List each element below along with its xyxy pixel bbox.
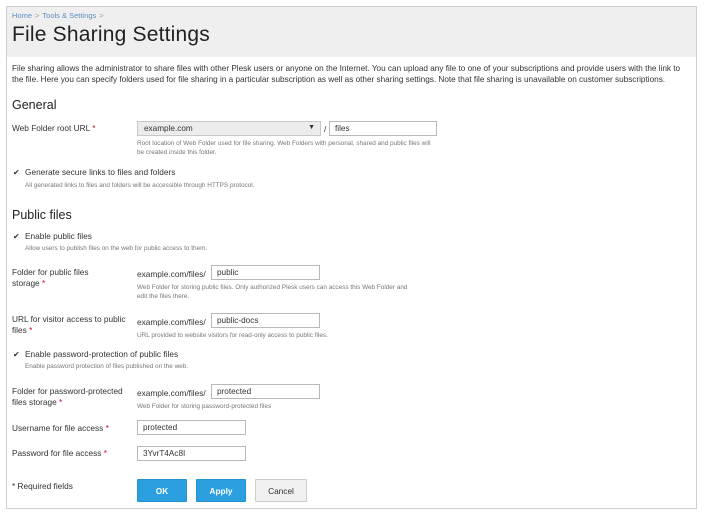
intro-text: File sharing allows the administrator to share files with other Plesk users or anyone on the Internet. You can upload any file to one of your subscriptions and provide users with the link to the file. Here you can specify folders used for file sharing in a particular subscription as well as other sharing settings. Note that file sharing is unavailable on customer subscriptions. (12, 64, 681, 84)
enable-public-files-checkbox[interactable]: ✔ (13, 232, 20, 241)
protected-storage-input[interactable]: protected (211, 384, 320, 399)
username-input[interactable]: protected (137, 420, 246, 435)
breadcrumb-home[interactable]: Home (12, 11, 33, 20)
section-heading-public-files: Public files (12, 208, 72, 222)
required-fields-note: * Required fields (12, 481, 73, 491)
protected-storage-hint: Web Folder for storing password-protected files (137, 403, 272, 410)
breadcrumb-separator-icon: > (35, 11, 40, 20)
visitor-url-hint: URL provided to website visitors for read-only access to public files. (137, 332, 328, 339)
visitor-url-input[interactable]: public-docs (211, 313, 320, 328)
secure-links-checkbox[interactable]: ✔ (13, 168, 20, 177)
password-protection-checkbox[interactable]: ✔ (13, 350, 20, 359)
public-storage-hint: Web Folder for storing public files. Only authorized Plesk users can access this Web Folder and edit the files there. (137, 284, 408, 300)
apply-button[interactable]: Apply (196, 479, 246, 502)
path-separator: / (324, 124, 327, 134)
visitor-url-prefix: example.com/files/ (137, 317, 206, 327)
enable-public-files-label: Enable public files (25, 231, 92, 241)
password-label: Password for file access * (12, 448, 108, 458)
domain-select[interactable] (137, 121, 321, 136)
protected-storage-prefix: example.com/files/ (137, 388, 206, 398)
secure-links-label: Generate secure links to files and folders (25, 167, 176, 177)
username-label: Username for file access * (12, 423, 109, 433)
cancel-button[interactable]: Cancel (255, 479, 307, 502)
page-title: File Sharing Settings (12, 23, 210, 46)
breadcrumb (12, 11, 107, 20)
password-protection-label: Enable password-protection of public files (25, 349, 179, 359)
ok-button[interactable]: OK (137, 479, 187, 502)
web-folder-input[interactable]: files (329, 121, 437, 136)
breadcrumb-tools-settings[interactable]: Tools & Settings (42, 11, 97, 20)
public-storage-prefix: example.com/files/ (137, 269, 206, 279)
section-heading-general: General (12, 98, 57, 112)
page-header (7, 7, 696, 57)
breadcrumb-separator-icon: > (99, 11, 104, 20)
domain-select-value: example.com (144, 124, 193, 133)
secure-links-hint: All generated links to files and folders will be accessible through HTTPS protocol. (25, 182, 255, 189)
protected-storage-label: Folder for password-protected files storage * (12, 386, 123, 407)
password-protection-hint: Enable password protection of files published on the web. (25, 363, 189, 370)
web-folder-root-label: Web Folder root URL * (12, 123, 96, 133)
password-input[interactable]: 3YvrT4Ac8I (137, 446, 246, 461)
visitor-url-label: URL for visitor access to public files * (12, 314, 126, 335)
public-storage-input[interactable]: public (211, 265, 320, 280)
chevron-down-icon: ▼ (308, 124, 315, 131)
public-storage-label: Folder for public files storage * (12, 267, 89, 288)
main-panel (6, 6, 697, 509)
web-folder-hint: Root location of Web Folder used for file sharing. Web Folders with personal, shared and public files will be created inside this folder. (137, 140, 431, 156)
enable-public-files-hint: Allow users to publish files on the web for public access to them. (25, 245, 208, 252)
